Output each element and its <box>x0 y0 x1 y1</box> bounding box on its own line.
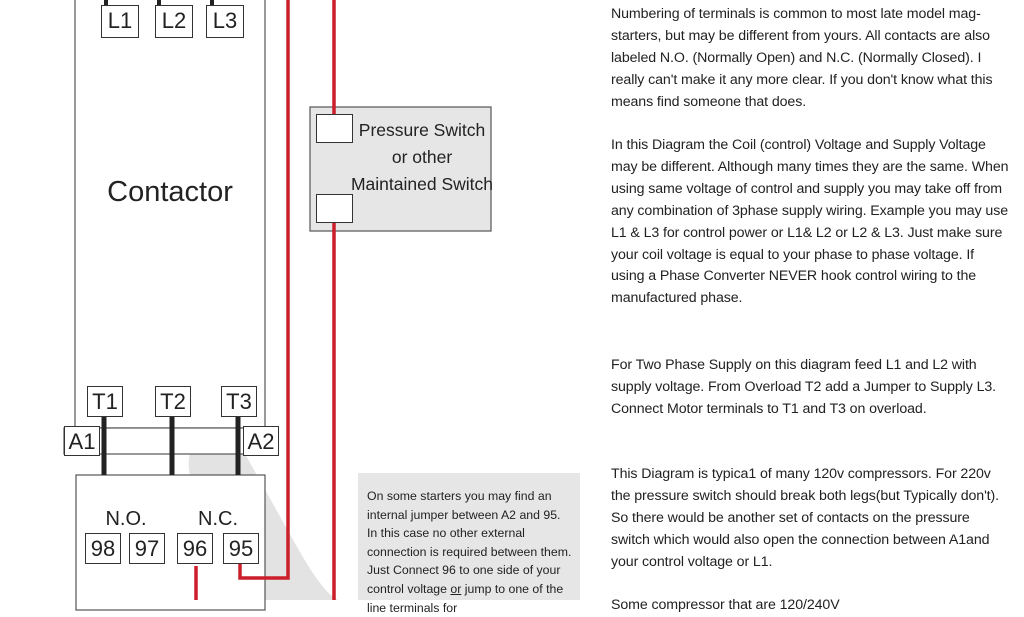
jumper-note-text-after: jump to one of the line terminals for <box>367 581 564 615</box>
paragraph-two-phase: For Two Phase Supply on this diagram feed L1 and L2 with supply voltage. From Overload T2 add a Jumper to Supply L3. Connect Motor terminals to T1 and T3 on overload. <box>611 357 996 417</box>
terminal-t1: T1 <box>87 386 123 417</box>
jumper-note <box>358 473 580 615</box>
terminal-t2: T2 <box>155 386 191 417</box>
terminal-l3: L3 <box>206 5 244 38</box>
terminal-a1: A1 <box>64 426 100 456</box>
overload-no-label: N.O. <box>105 508 147 530</box>
paragraph-cutoff: Some compressor that are 120/240V <box>611 597 840 613</box>
pressure-switch-label <box>348 117 496 198</box>
terminal-a2: A2 <box>243 426 279 456</box>
terminal-96: 96 <box>177 533 213 564</box>
terminal-98: 98 <box>85 533 121 564</box>
pressure-switch-line-1: Pressure Switch <box>358 120 486 140</box>
jumper-note-text-before: On some starters you may find an internal jumper between A2 and 95. In this case no other external connection is required between them. Just Connect 96 to one side of your control voltage <box>367 489 572 596</box>
paragraph-compressor: This Diagram is typica1 of many 120v compressors. For 220v the pressure switch should break both legs(but Typically don't). So there would be another set of contacts on the pressure switch which would also open the connection between A1and your control voltage or L1. <box>611 466 999 570</box>
overload-nc-label: N.C. <box>198 508 238 530</box>
pressure-switch-line-3: Maintained Switch <box>350 174 494 194</box>
paragraph-terminal-numbering: Numbering of terminals is common to most late model mag-starters, but may be different from yours. All contacts are also labeled N.O. (Normally Open) and N.C. (Normally Closed). I really can't make it any more clear. If you don't know what this means find someone that does. <box>611 6 993 110</box>
paragraph-coil-voltage: In this Diagram the Coil (control) Voltage and Supply Voltage may be different. Although many times they are the same. When using same voltage of control and supply you may take off from any combination of 3phase supply wiring. Example you may use L1 & L3 for control power or L1& L2 or L2 & L3. Just make sure your coil voltage is equal to your phase to phase voltage. If using a Phase Converter NEVER hook control wiring to the manufactured phase. <box>611 137 1009 307</box>
pressure-switch-line-2: or other <box>391 147 453 167</box>
contactor-title: Contactor <box>107 176 233 208</box>
jumper-note-text <box>367 487 574 617</box>
terminal-95: 95 <box>223 533 259 564</box>
terminal-l1: L1 <box>101 5 139 38</box>
terminal-97: 97 <box>129 533 165 564</box>
terminal-l2: L2 <box>155 5 193 38</box>
terminal-t3: T3 <box>221 386 257 417</box>
pressure-switch-contact-bottom <box>316 194 353 223</box>
jumper-note-underlined: or <box>450 581 462 596</box>
contactor-body <box>75 0 265 428</box>
